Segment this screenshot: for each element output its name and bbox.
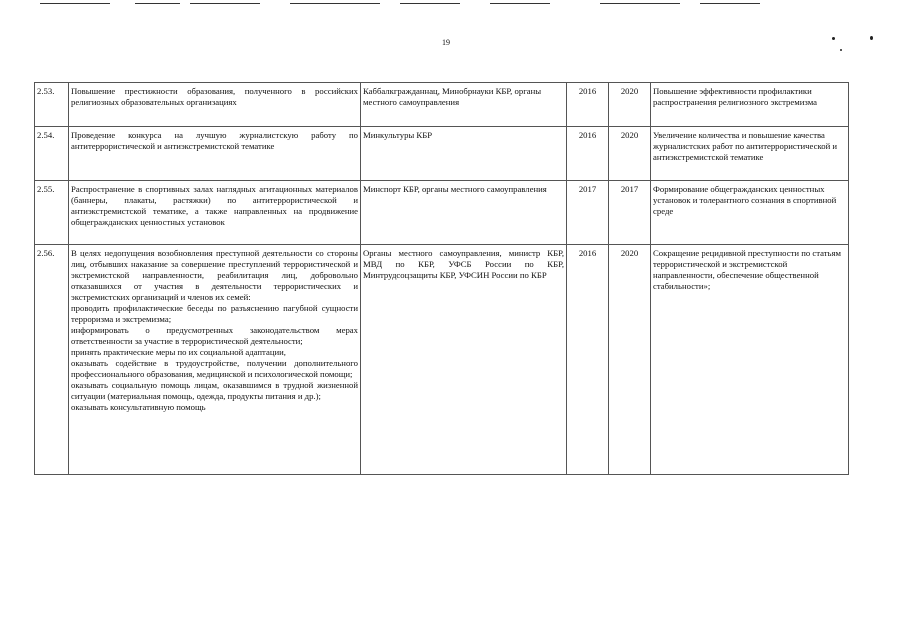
start-year: 2016	[567, 83, 609, 127]
scan-edge-line	[600, 3, 680, 4]
scan-edge-line	[190, 3, 260, 4]
executors-cell: Органы местного самоуправления, министр КБР, МВД по КБР, УФСБ России по КБР, Минтрудсоцзащиты КБР, УФСИН России по КБР	[361, 245, 567, 475]
scan-edge-line	[490, 3, 550, 4]
scan-speck	[840, 49, 842, 51]
end-year: 2017	[609, 181, 651, 245]
measure-text: оказывать социальную помощь лицам, оказавшимся в трудной жизненной ситуации (материальная помощь, одежда, продукты питания и др.);	[71, 380, 358, 401]
end-year: 2020	[609, 127, 651, 181]
table-row	[35, 83, 849, 127]
scan-edge-line	[700, 3, 760, 4]
measure-cell	[69, 83, 361, 127]
scan-speck	[832, 37, 835, 40]
executors-cell: Минспорт КБР, органы местного самоуправления	[361, 181, 567, 245]
table-row	[35, 245, 849, 475]
table-row	[35, 127, 849, 181]
measure-text: Распространение в спортивных залах наглядных агитационных материалов (баннеры, плакаты, растяжки) по антитеррористической и антиэкстремистской тематике, а также направленных на продвижение общегражданских ценностных установок	[71, 184, 358, 227]
row-number: 2.56.	[35, 245, 69, 475]
scan-edge-line	[400, 3, 460, 4]
scan-edge-line	[290, 3, 380, 4]
end-year: 2020	[609, 245, 651, 475]
row-number: 2.55.	[35, 181, 69, 245]
start-year: 2017	[567, 181, 609, 245]
page-number: 19	[442, 38, 450, 47]
table-row	[35, 181, 849, 245]
measure-text: В целях недопущения возобновления преступной деятельности со стороны лиц, отбывших наказание за совершение преступлений террористической и экстремистской направленности, реабилитация лиц, добровольно отказавшихся от участия в деятельности террористических и экстремистских организаций и членов их семей:	[71, 248, 358, 302]
measure-text: Повышение престижности образования, полученного в российских религиозных образовательных организациях	[71, 86, 358, 107]
start-year: 2016	[567, 127, 609, 181]
row-number: 2.54.	[35, 127, 69, 181]
measures-table	[34, 82, 849, 475]
measure-cell	[69, 245, 361, 475]
measure-text: Проведение конкурса на лучшую журналистскую работу по антитеррористической и антиэкстремистской тематике	[71, 130, 358, 151]
measure-text: оказывать консультативную помощь	[71, 402, 206, 412]
row-number: 2.53.	[35, 83, 69, 127]
result-cell: Формирование общегражданских ценностных установок и толерантного сознания в спортивной среде	[651, 181, 849, 245]
measure-text: оказывать содействие в трудоустройстве, получении дополнительного профессионального образования, медицинской и психологической помощи;	[71, 358, 358, 379]
measure-cell	[69, 127, 361, 181]
scan-edge-line	[40, 3, 110, 4]
scan-edge-line	[135, 3, 180, 4]
end-year: 2020	[609, 83, 651, 127]
executors-cell: Минкультуры КБР	[361, 127, 567, 181]
result-cell: Увеличение количества и повышение качества журналистских работ по антитеррористической и антиэкстремистской тематике	[651, 127, 849, 181]
measure-text: проводить профилактические беседы по разъяснению пагубной сущности терроризма и экстремизма;	[71, 303, 358, 324]
scan-speck	[870, 36, 873, 40]
measure-text: принять практические меры по их социальной адаптации,	[71, 347, 286, 357]
result-cell: Сокращение рецидивной преступности по статьям террористической и экстремистской направленности, обеспечение общественной стабильности»;	[651, 245, 849, 475]
measure-text: информировать о предусмотренных законодательством мерах ответственности за участие в террористической деятельности;	[71, 325, 358, 346]
result-cell: Повышение эффективности профилактики распространения религиозного экстремизма	[651, 83, 849, 127]
executors-cell: Каббалкгражданнац, Минобрнауки КБР, органы местного самоуправления	[361, 83, 567, 127]
start-year: 2016	[567, 245, 609, 475]
measure-cell	[69, 181, 361, 245]
